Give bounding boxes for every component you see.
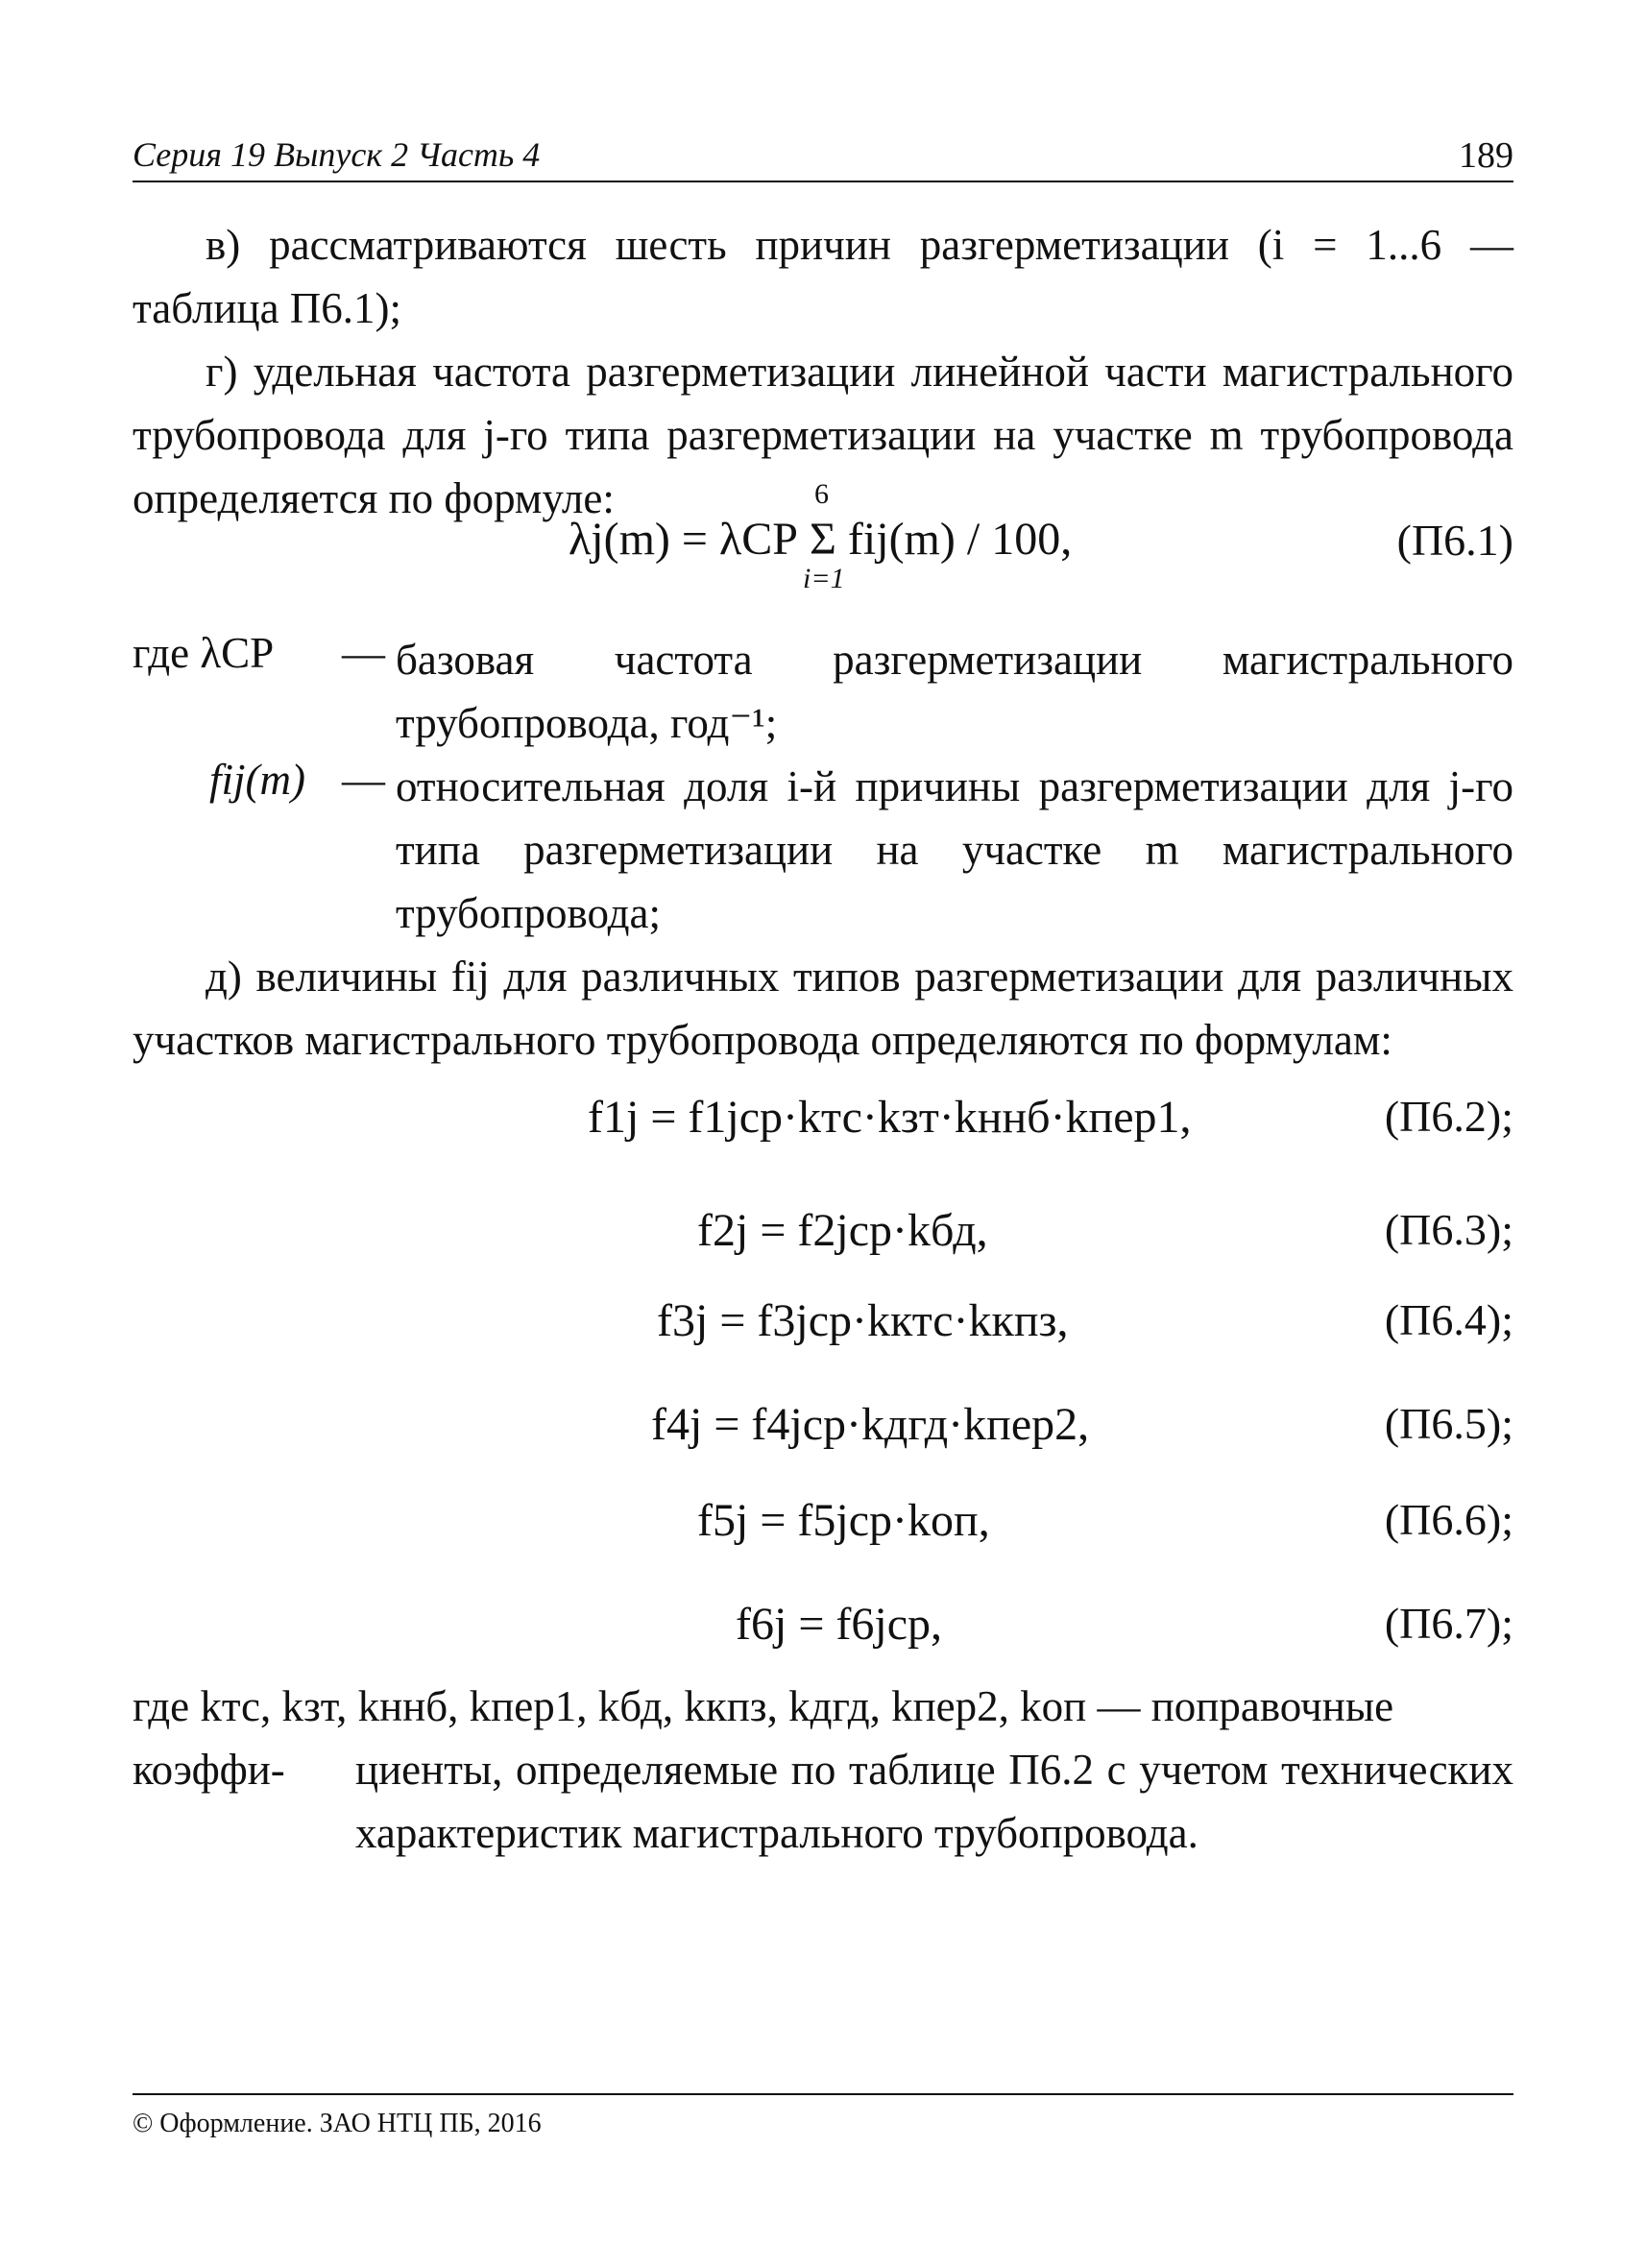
paragraph-d: д) величины fij для различных типов разгерметизации для различных участков магистрального трубопровода определяются по формулам: <box>133 953 1513 1064</box>
paragraph-g: г) удельная частота разгерметизации линейной части магистрального трубопровода для j-го типа разгерметизации на участке m трубопровода определяется по формуле: <box>133 348 1513 522</box>
definition-label-lambda: где λСР <box>133 629 275 677</box>
formula-p6-4: f3j = f3jср·kктс·kкпз, <box>657 1295 1069 1346</box>
definition-text-lambda: базовая частота разгерметизации магистрального трубопровода, год⁻¹; <box>396 636 1513 747</box>
formula-p6-5: f4j = f4jср·kдгд·kпер2, <box>651 1399 1090 1450</box>
header-rule <box>133 181 1513 182</box>
footer-copyright: © Оформление. ЗАО НТЦ ПБ, 2016 <box>133 2109 542 2138</box>
equation-number-p6-2: (П6.2); <box>1384 1092 1513 1141</box>
equation-number-p6-7: (П6.7); <box>1384 1599 1513 1648</box>
definition-text-fij: относительная доля i-й причины разгерметизации для j-го типа разгерметизации на участке m магистрального трубопровода; <box>396 762 1513 937</box>
formula-p6-1-text: λj(m) = λСР Σ fij(m) / 100, <box>569 514 1073 565</box>
equation-number-p6-5: (П6.5); <box>1384 1399 1513 1448</box>
equation-number-p6-1: (П6.1) <box>1396 516 1513 565</box>
formula-p6-7: f6j = f6jср, <box>736 1599 943 1650</box>
sum-upper-limit: 6 <box>814 478 829 510</box>
footer-rule <box>133 2093 1513 2095</box>
final-paragraph-lead: где kтс, kзт, kннб, kпер1, kбд, kкпз, kдгд, kпер2, kоп — поправочные коэффи- <box>133 1682 1394 1794</box>
sum-lower-limit: i=1 <box>803 563 845 594</box>
equation-number-p6-3: (П6.3); <box>1384 1205 1513 1254</box>
formula-p6-6: f5j = f5jср·kоп, <box>697 1495 990 1546</box>
definition-label-fij: fij(m) <box>209 756 305 804</box>
equation-number-p6-6: (П6.6); <box>1384 1495 1513 1544</box>
equation-number-p6-4: (П6.4); <box>1384 1295 1513 1344</box>
series-title: Серия 19 Выпуск 2 Часть 4 <box>133 135 541 174</box>
paragraph-v: в) рассматриваются шесть причин разгерметизации (i = 1...6 — таблица П6.1); <box>133 221 1513 332</box>
formula-p6-3: f2j = f2jср·kбд, <box>697 1205 988 1256</box>
definition-dash: — <box>342 756 385 804</box>
formula-p6-2: f1j = f1jср·kтс·kзт·kннб·kпер1, <box>588 1092 1192 1143</box>
definition-dash: — <box>342 629 385 677</box>
final-paragraph-rest: циенты, определяемые по таблице П6.2 с учетом технических характеристик магистрального трубопровода. <box>355 1746 1513 1857</box>
page-number: 189 <box>1459 135 1513 176</box>
formula-p6-1-expression <box>569 513 1072 566</box>
